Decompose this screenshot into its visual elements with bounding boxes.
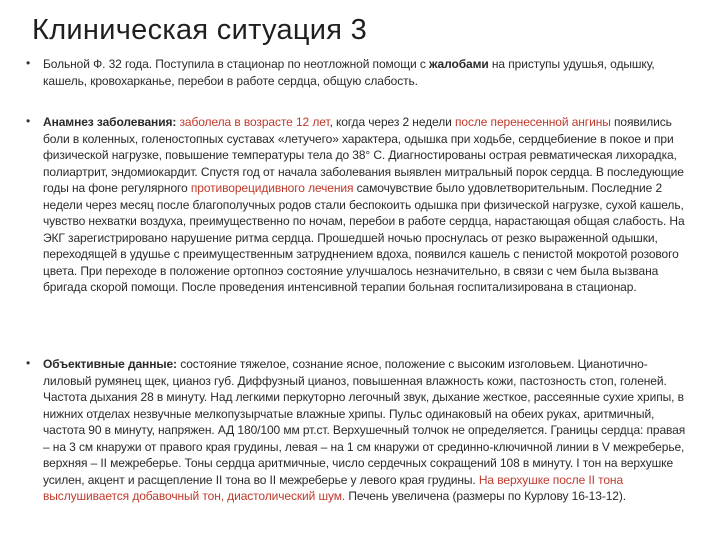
anamnesis-red-1: заболела в возрасте 12 лет bbox=[176, 115, 330, 129]
objective-paragraph bbox=[43, 356, 693, 505]
anamnesis-paragraph bbox=[43, 114, 693, 296]
objective-rest: Печень увеличена (размеры по Курлову 16-13-12). bbox=[345, 489, 627, 503]
anamnesis-mid-1: , когда через 2 недели bbox=[329, 115, 455, 129]
anamnesis-label: Анамнез заболевания: bbox=[43, 115, 177, 129]
anamnesis-rest: самочувствие было удовлетворительным. Последние 2 недели через месяц после благополучных родов стали беспокоить одышка при физической нагрузке, сухой кашель, чувство нехватки воздуха, преимущественно по ночам, перебои в работе сердца, нарастающая общая слабость. На ЭКГ зарегистрировано нарушение ритма сердца. Прошедшей ночью проснулась от резко выраженной одышки, переходящей в удушье с преимущественным затруднением вдоха, появился кашель с пенистой мокротой розового цвета. При переходе в положение ортопноэ состояние улучшалось незначительно, в связи с чем была вызвана бригада скорой помощи. После проведения интенсивной терапии больная госпитализирована в стационар. bbox=[43, 181, 685, 294]
bullet-dot-icon: • bbox=[26, 114, 31, 128]
bullet-dot-icon: • bbox=[26, 56, 31, 70]
objective-label: Объективные данные: bbox=[43, 357, 177, 371]
complaints-paragraph bbox=[43, 56, 693, 89]
anamnesis-red-2: после перенесенной ангины bbox=[454, 115, 611, 129]
objective-text: состояние тяжелое, сознание ясное, положение с высоким изголовьем. Цианотично-лиловый румянец щек, цианоз губ. Диффузный цианоз, повышенная влажность кожи, пастозность стоп, голеней. Частота дыхания 28 в минуту. Над легкими перкуторно легочный звук, дыхание жесткое, рассеянные сухие хрипы, в нижних отделах незвучные мелкопузырчатые влажные хрипы. Пульс одинаковый на обеих руках, аритмичный, частота 90 в минуту, напряжен. АД 180/100 мм рт.ст. Верхушечный толчок не определяется. Границы сердца: правая – на 3 см кнаружи от правого края грудины, левая – на 1 см кнаружи от срединно-ключичной линии в V межреберье, верхняя – II межреберье. Тоны сердца аритмичные, число сердечных сокращений 108 в минуту. I тон на верхушке усилен, акцент и расщепление II тона во II межреберье у левого края грудины. bbox=[43, 357, 686, 487]
anamnesis-mid-2: появились боли в коленных, голеностопных суставах «летучего» характера, одышка при ходьбе, сердцебиение в покое и при физической нагрузке, повышение температуры тела до 38° С. Диагностированы острая ревматическая лихорадка, полиартрит, эндомиокардит. Спустя год от начала заболевания выявлен митральный порок сердца. В последующие годы на фоне регулярного bbox=[43, 115, 684, 195]
objective-red: На верхушке после II тона выслушивается добавочный тон, диастолический шум. bbox=[43, 472, 624, 503]
complaints-lead: Больной Ф. 32 года. Поступила в стационар по неотложной помощи с bbox=[43, 57, 429, 71]
complaints-bold-word: жалобами bbox=[429, 57, 489, 71]
complaints-rest: на приступы удушья, одышку, кашель, кровохарканье, перебои в работе сердца, общую слабость. bbox=[43, 57, 655, 88]
slide-title: Клиническая ситуация 3 bbox=[32, 14, 368, 46]
bullet-dot-icon: • bbox=[26, 356, 31, 370]
anamnesis-red-3: противорецидивного лечения bbox=[190, 181, 354, 195]
